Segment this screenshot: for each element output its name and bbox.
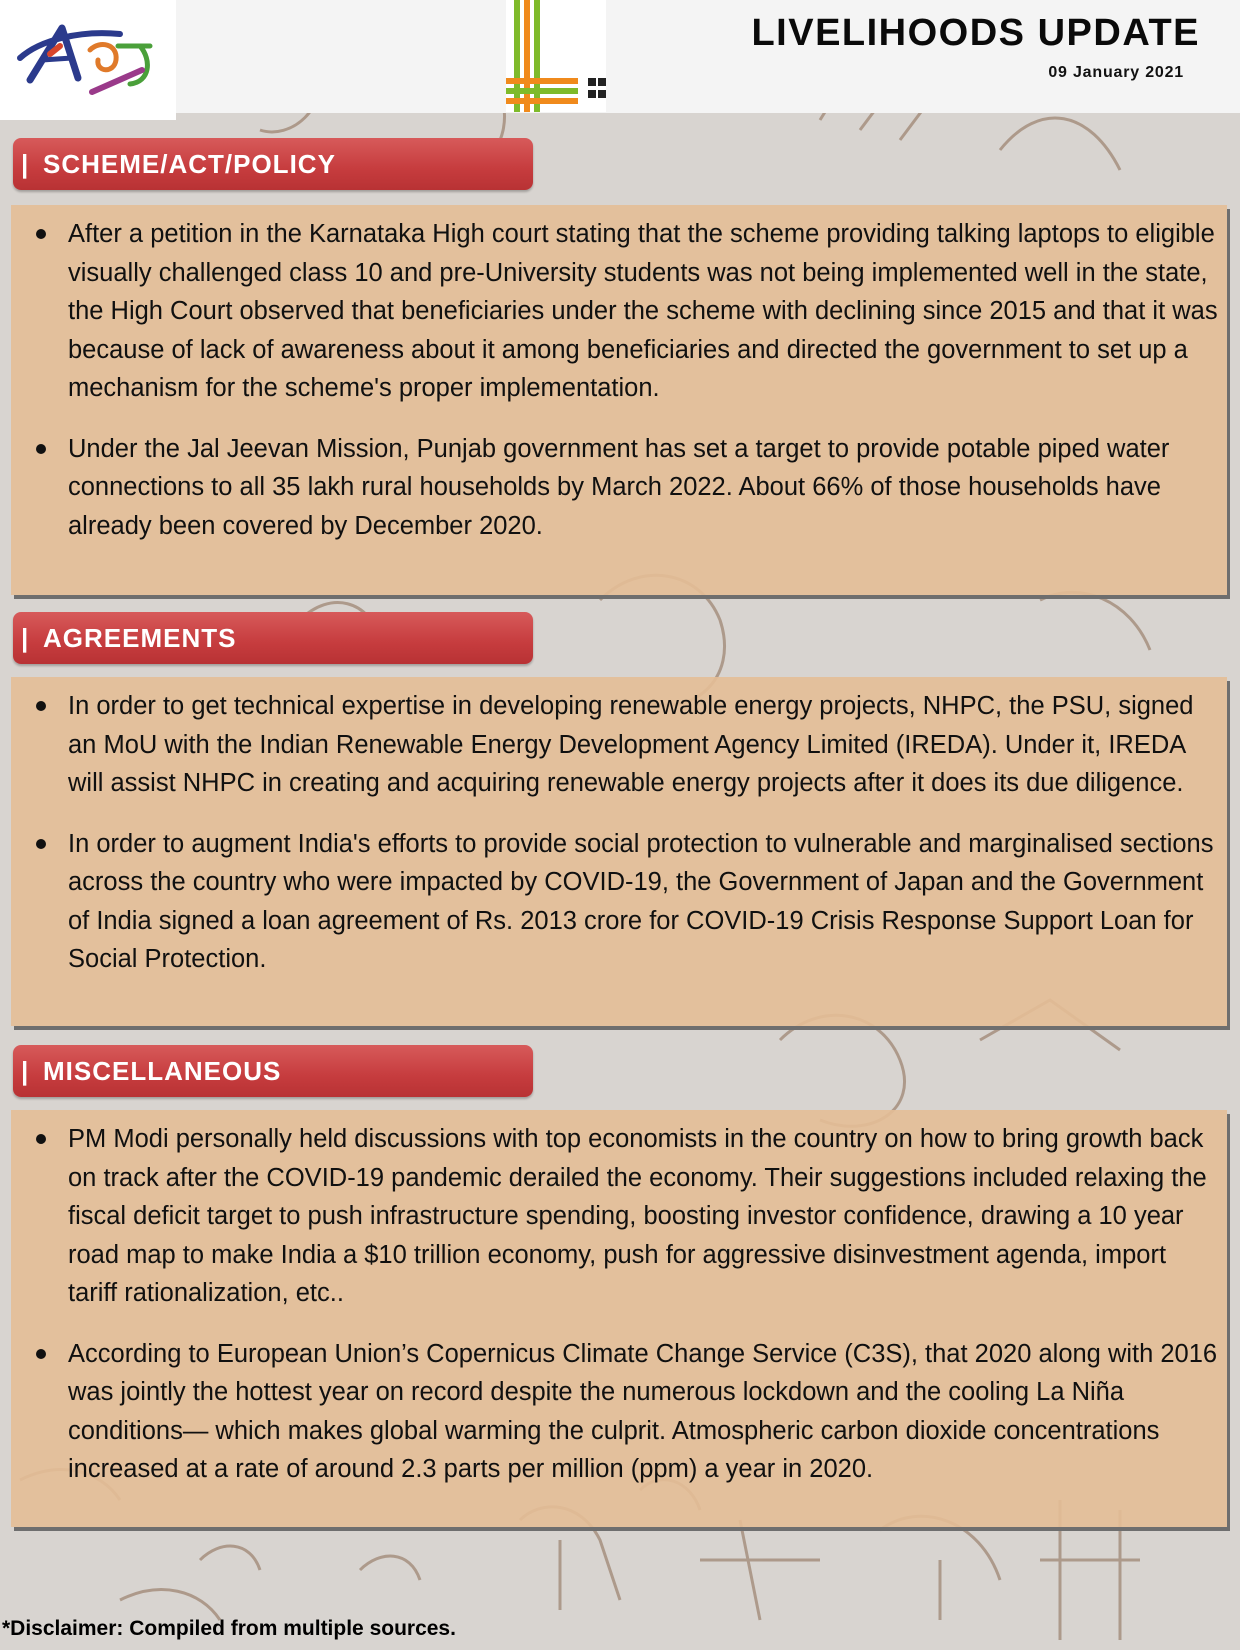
section-card-agreements xyxy=(11,677,1227,1026)
flag-stripes-icon xyxy=(506,0,606,112)
section-heading-agreements xyxy=(13,612,533,664)
list-item: Under the Jal Jeevan Mission, Punjab government has set a target to provide potable piped water connections to all 35 lakh rural households by March 2022. About 66% of those households have already been covered by December 2020. xyxy=(35,430,1219,546)
akshara-logo-icon xyxy=(0,0,176,120)
section-card-miscellaneous xyxy=(11,1110,1227,1527)
list-item: In order to augment India's efforts to provide social protection to vulnerable and marginalised sections across the country who were impacted by COVID-19, the Government of Japan and the Government of India signed a loan agreement of Rs. 2013 crore for COVID-19 Crisis Response Support Loan for Social Protection. xyxy=(35,825,1219,979)
issue-date: 09 January 2021 xyxy=(1048,64,1184,81)
section-heading-miscellaneous xyxy=(13,1045,533,1097)
section-heading-label: MISCELLANEOUS xyxy=(43,1056,282,1086)
bullet-list xyxy=(35,215,1219,545)
page-title: LIVELIHOODS UPDATE xyxy=(751,12,1200,54)
heading-bar-icon: | xyxy=(21,623,30,653)
bullet-list xyxy=(35,687,1219,979)
heading-bar-icon: | xyxy=(21,1056,30,1086)
list-item: In order to get technical expertise in developing renewable energy projects, NHPC, the PSU, signed an MoU with the Indian Renewable Energy Development Agency Limited (IREDA). Under it, IREDA will assist NHPC in creating and acquiring renewable energy projects after it does its due diligence. xyxy=(35,687,1219,803)
disclaimer-text: *Disclaimer: Compiled from multiple sources. xyxy=(2,1617,456,1640)
section-heading-scheme xyxy=(13,138,533,190)
bullet-list xyxy=(35,1120,1219,1489)
list-item: PM Modi personally held discussions with top economists in the country on how to bring growth back on track after the COVID-19 pandemic derailed the economy. Their suggestions included relaxing the fiscal deficit target to push infrastructure spending, boosting investor confidence, drawing a 10 year road map to make India a $10 trillion economy, push for aggressive disinvestment agenda, import tariff rationalization, etc.. xyxy=(35,1120,1219,1313)
section-heading-label: AGREEMENTS xyxy=(43,623,237,653)
section-card-scheme xyxy=(11,205,1227,595)
logo xyxy=(0,0,176,120)
list-item: After a petition in the Karnataka High court stating that the scheme providing talking laptops to eligible visually challenged class 10 and pre-University students was not being implemented well in the state, the High Court observed that beneficiaries under the scheme with declining since 2015 and that it was because of lack of awareness about it among beneficiaries and directed the government to set up a mechanism for the scheme's proper implementation. xyxy=(35,215,1219,408)
section-heading-label: SCHEME/ACT/POLICY xyxy=(43,149,336,179)
list-item: According to European Union’s Copernicus Climate Change Service (C3S), that 2020 along with 2016 was jointly the hottest year on record despite the numerous lockdown and the cooling La Niña conditions— which makes global warming the culprit. Atmospheric carbon dioxide concentrations increased at a rate of around 2.3 parts per million (ppm) a year in 2020. xyxy=(35,1335,1219,1489)
heading-bar-icon: | xyxy=(21,149,30,179)
